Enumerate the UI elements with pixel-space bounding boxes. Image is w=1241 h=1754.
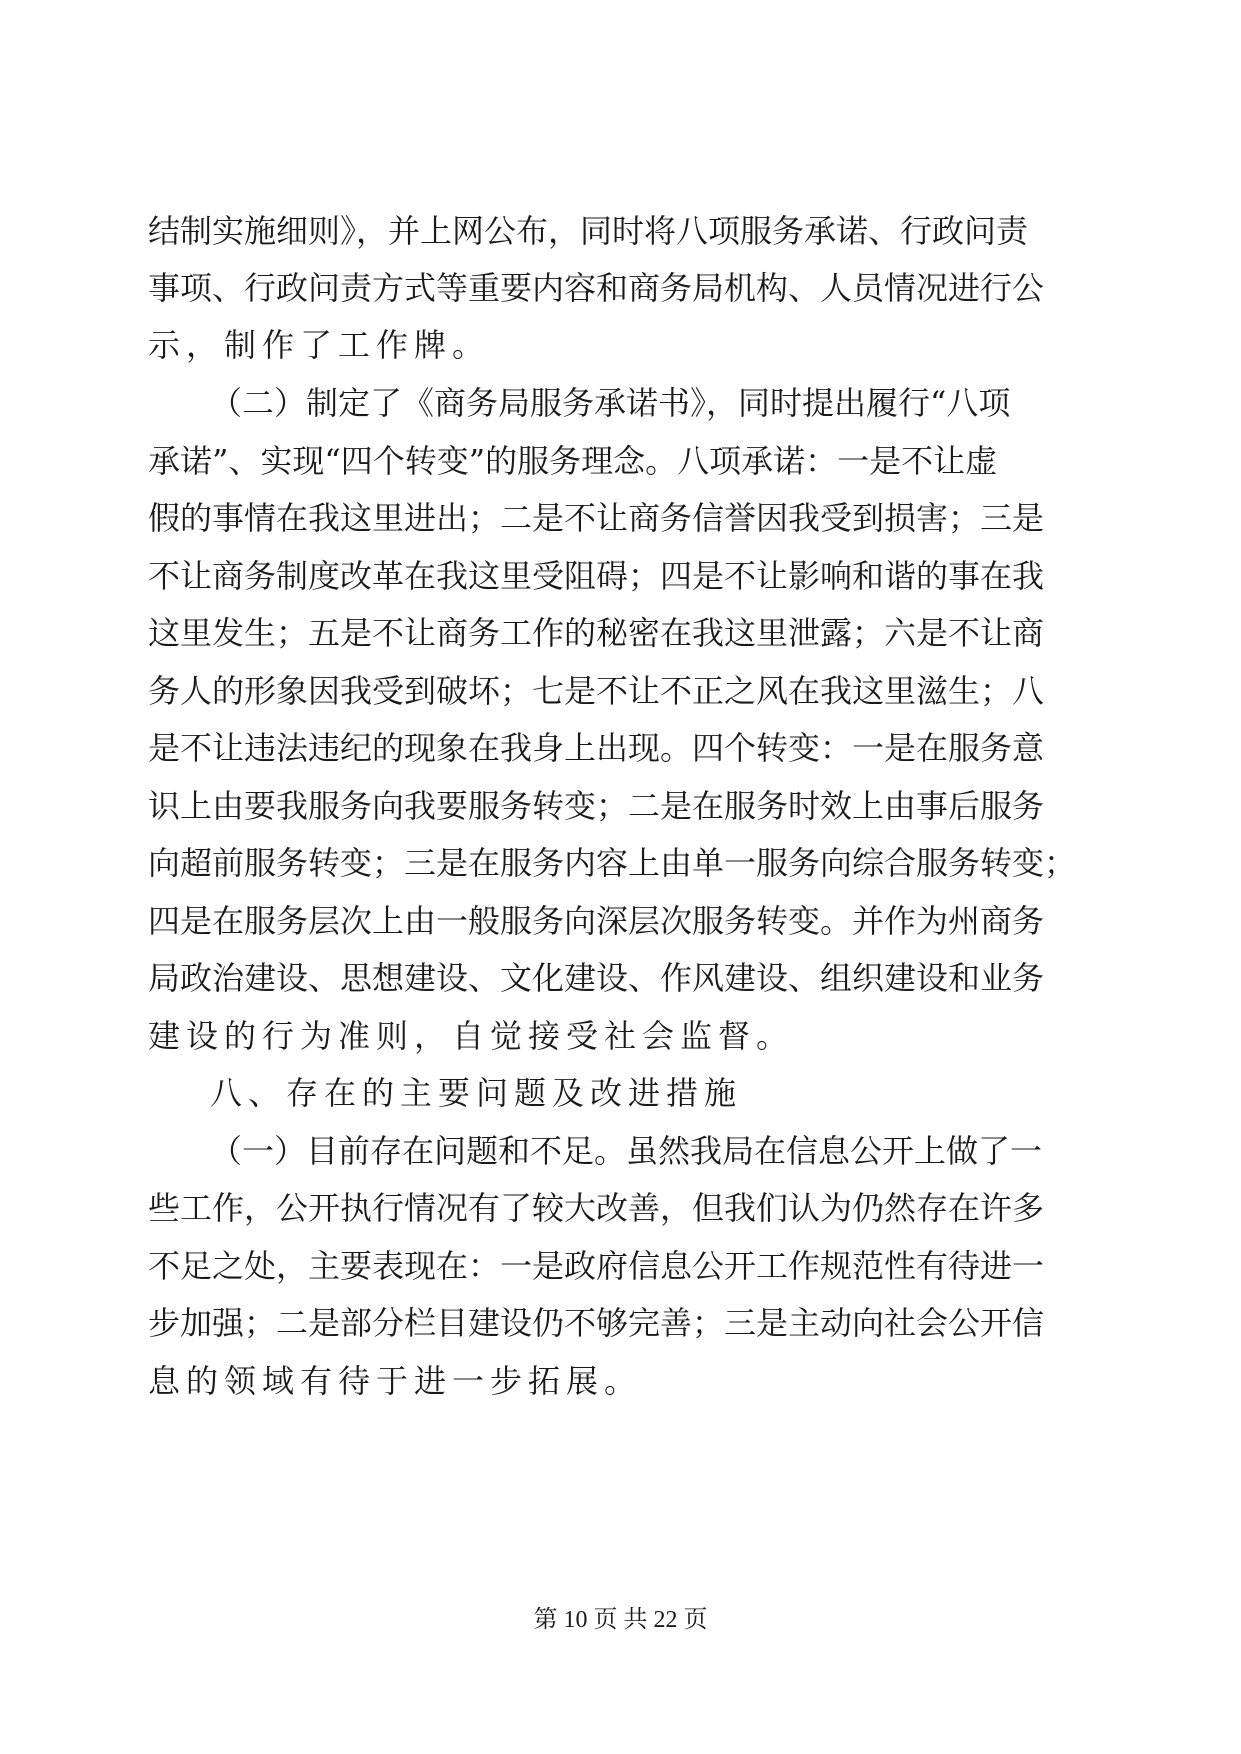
text-line [0, 958, 1241, 1018]
line-text: （二）制定了《商务局服务承诺书》，同时提出履行“八项 [210, 384, 1011, 422]
text-line [0, 498, 1241, 558]
line-text: 向超前服务转变；三是在服务内容上由单一服务向综合服务转变； [148, 844, 1077, 882]
line-text: 是不让违法违纪的现象在我身上出现。四个转变：一是在服务意 [148, 729, 1045, 767]
line-text: 识上由要我服务向我要服务转变；二是在服务时效上由事后服务 [148, 787, 1045, 825]
line-text: （一）目前存在问题和不足。虽然我局在信息公开上做了一 [210, 1132, 1043, 1170]
text-line [0, 1131, 1241, 1191]
text-line [0, 556, 1241, 616]
line-text: 假的事情在我这里进出；二是不让商务信誉因我受到损害；三是 [148, 499, 1045, 537]
line-text: 建设的行为准则，自觉接受社会监督。 [148, 1017, 795, 1055]
line-text: 不让商务制度改革在我这里受阻碍；四是不让影响和谐的事在我 [148, 557, 1045, 595]
line-text: 些工作，公开执行情况有了较大改善，但我们认为仍然存在许多 [148, 1189, 1045, 1227]
text-line [0, 1188, 1241, 1248]
text-line [0, 1016, 1241, 1076]
line-text: 务人的形象因我受到破坏；七是不让不正之风在我这里滋生；八 [148, 672, 1045, 710]
section-heading [0, 1073, 1241, 1133]
line-text: 局政治建设、思想建设、文化建设、作风建设、组织建设和业务 [148, 959, 1045, 997]
text-line [0, 901, 1241, 961]
text-line [0, 325, 1241, 385]
line-text: 这里发生；五是不让商务工作的秘密在我这里泄露；六是不让商 [148, 614, 1045, 652]
line-text: 四是在服务层次上由一般服务向深层次服务转变。并作为州商务 [148, 902, 1045, 940]
text-line [0, 728, 1241, 788]
text-line [0, 1246, 1241, 1306]
line-text: 息的领域有待于进一步拓展。 [148, 1362, 643, 1400]
text-line [0, 843, 1241, 903]
line-text: 示，制作了工作牌。 [148, 326, 491, 364]
page-number-footer: 第 10 页 共 22 页 [533, 1607, 708, 1633]
text-line [0, 268, 1241, 328]
text-line [0, 211, 1241, 271]
line-text: 事项、行政问责方式等重要内容和商务局机构、人员情况进行公 [148, 269, 1045, 307]
line-text: 承诺”、实现“四个转变”的服务理念。八项承诺：一是不让虚 [148, 442, 998, 480]
text-line [0, 1361, 1241, 1421]
text-line [0, 613, 1241, 673]
line-text: 不足之处，主要表现在：一是政府信息公开工作规范性有待进一 [148, 1247, 1045, 1285]
heading-text: 八、存在的主要问题及改进措施 [210, 1074, 743, 1112]
text-line [0, 671, 1241, 731]
text-line [0, 786, 1241, 846]
text-line [0, 441, 1241, 501]
text-line [0, 383, 1241, 443]
line-text: 结制实施细则》，并上网公布，同时将八项服务承诺、行政问责 [148, 212, 1029, 250]
text-line [0, 1303, 1241, 1363]
line-text: 步加强；二是部分栏目建设仍不够完善；三是主动向社会公开信 [148, 1304, 1045, 1342]
